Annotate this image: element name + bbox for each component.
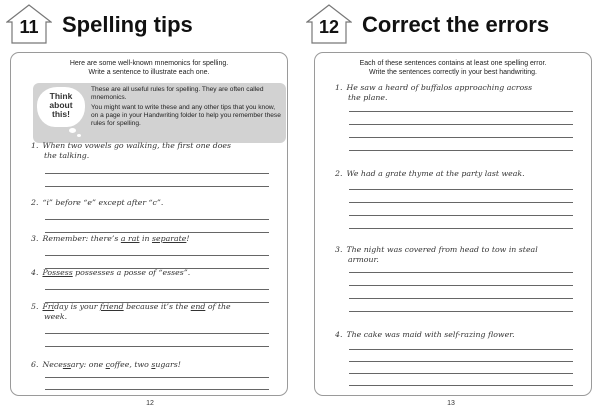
tip-text-continued: week. bbox=[44, 312, 68, 321]
right-page-number: 13 bbox=[447, 400, 455, 407]
tip-fragment: Remember: there’s bbox=[42, 234, 121, 243]
thought-bubble-icon bbox=[37, 87, 85, 127]
writing-line[interactable] bbox=[349, 373, 573, 374]
item-number: 4. bbox=[335, 330, 343, 339]
item-number: 3. bbox=[335, 245, 343, 254]
right-intro bbox=[315, 59, 591, 77]
right-page-title: Correct the errors bbox=[362, 12, 550, 37]
writing-line[interactable] bbox=[45, 333, 269, 334]
tip-line: “i” before “e” except after “c”. bbox=[42, 198, 164, 207]
right-intro-line: Each of these sentences contains at least one spelling error. bbox=[359, 60, 547, 67]
item-number: 1. bbox=[335, 83, 343, 92]
item-number: 1. bbox=[31, 141, 39, 150]
bubble-dot bbox=[77, 134, 81, 137]
think-paragraph: These are all useful rules for spelling. They are often called mnemonics. bbox=[91, 86, 264, 102]
left-page-number-badge: 11 bbox=[19, 17, 39, 37]
sentence-line: The cake was maid with self-razing flower. bbox=[346, 330, 515, 339]
tip-fragment: because it’s the bbox=[123, 302, 191, 311]
think-label-line: about bbox=[49, 100, 73, 110]
error-sentence bbox=[335, 169, 575, 179]
writing-line[interactable] bbox=[45, 219, 269, 220]
correct-errors-panel bbox=[314, 52, 592, 396]
sentence-line: The night was covered from head to tow in steal bbox=[346, 245, 538, 254]
writing-line[interactable] bbox=[349, 150, 573, 151]
writing-line[interactable] bbox=[45, 346, 269, 347]
tip-fragment: of the bbox=[205, 302, 231, 311]
right-intro-line: Write the sentences correctly in your best handwriting. bbox=[369, 69, 537, 76]
tip-text bbox=[31, 360, 271, 370]
writing-line[interactable] bbox=[349, 189, 573, 190]
item-number: 2. bbox=[335, 169, 343, 178]
left-intro bbox=[11, 59, 287, 77]
item-number: 2. bbox=[31, 198, 39, 207]
sentence-line: He saw a heard of buffalos approaching across bbox=[346, 83, 533, 92]
left-page-title: Spelling tips bbox=[62, 12, 193, 37]
writing-line[interactable] bbox=[45, 377, 269, 378]
left-intro-line: Here are some well-known mnemonics for spelling. bbox=[69, 60, 229, 67]
tip-underlined: end bbox=[190, 302, 206, 311]
writing-line[interactable] bbox=[349, 137, 573, 138]
writing-line[interactable] bbox=[349, 272, 573, 273]
tip-fragment: ary: one bbox=[70, 360, 106, 369]
tip-underlined: s bbox=[151, 360, 156, 369]
error-sentence bbox=[335, 330, 575, 340]
think-about-this-box bbox=[33, 83, 286, 143]
writing-line[interactable] bbox=[45, 232, 269, 233]
item-number: 3. bbox=[31, 234, 39, 243]
writing-line[interactable] bbox=[349, 111, 573, 112]
tip-text bbox=[31, 234, 271, 244]
writing-line[interactable] bbox=[349, 349, 573, 350]
item-number: 4. bbox=[31, 268, 39, 277]
writing-line[interactable] bbox=[45, 389, 269, 390]
bubble-dot bbox=[69, 128, 76, 133]
tip-underlined: friend bbox=[99, 302, 124, 311]
tip-underlined: ss bbox=[62, 360, 71, 369]
writing-line[interactable] bbox=[349, 228, 573, 229]
writing-line[interactable] bbox=[45, 255, 269, 256]
writing-line[interactable] bbox=[349, 215, 573, 216]
tip-fragment: in bbox=[139, 234, 152, 243]
sentence-line: We had a grate thyme at the party last weak. bbox=[346, 169, 525, 178]
item-number: 6. bbox=[31, 360, 39, 369]
spelling-tips-panel bbox=[10, 52, 288, 396]
writing-line[interactable] bbox=[45, 173, 269, 174]
writing-line[interactable] bbox=[45, 186, 269, 187]
writing-line[interactable] bbox=[349, 298, 573, 299]
think-box-text bbox=[91, 86, 281, 129]
tip-underlined: Fri bbox=[42, 302, 55, 311]
writing-line[interactable] bbox=[349, 361, 573, 362]
think-paragraph: You might want to write these and any other tips that you know, on a page in your Handwriting folder to help you remember these rules for spelling. bbox=[91, 103, 281, 128]
tip-underlined: separate bbox=[151, 234, 187, 243]
left-page-header bbox=[6, 0, 296, 44]
error-sentence-continued: the plane. bbox=[348, 93, 388, 102]
writing-line[interactable] bbox=[349, 311, 573, 312]
tip-fragment: possesses a posse of “esses”. bbox=[72, 268, 191, 277]
tip-fragment: offee, two bbox=[109, 360, 152, 369]
tip-fragment: Nece bbox=[42, 360, 63, 369]
tip-text bbox=[31, 302, 271, 312]
error-sentence-continued: armour. bbox=[348, 255, 379, 264]
tip-fragment: ! bbox=[186, 234, 190, 243]
writing-line[interactable] bbox=[349, 385, 573, 386]
error-sentence bbox=[335, 83, 575, 93]
writing-line[interactable] bbox=[349, 202, 573, 203]
writing-line[interactable] bbox=[349, 285, 573, 286]
tip-underlined: c bbox=[105, 360, 110, 369]
right-page-header bbox=[306, 0, 596, 44]
tip-fragment: day is your bbox=[54, 302, 100, 311]
tip-text bbox=[31, 141, 271, 151]
left-intro-line: Write a sentence to illustrate each one. bbox=[88, 69, 210, 76]
right-page-number-badge: 12 bbox=[318, 17, 340, 37]
think-bubble-label bbox=[37, 92, 85, 119]
error-sentence bbox=[335, 245, 575, 255]
item-number: 5. bbox=[31, 302, 39, 311]
tip-underlined: a rat bbox=[120, 234, 140, 243]
tip-text bbox=[31, 268, 271, 278]
tip-text-continued: the talking. bbox=[44, 151, 90, 160]
tip-text bbox=[31, 198, 271, 208]
think-label-line: this! bbox=[52, 109, 70, 119]
left-page-number: 12 bbox=[146, 400, 154, 407]
tip-line: When two vowels go walking, the first one does bbox=[42, 141, 232, 150]
tip-fragment: ugars! bbox=[155, 360, 181, 369]
writing-line[interactable] bbox=[349, 124, 573, 125]
think-label-line: Think bbox=[49, 91, 73, 101]
writing-line[interactable] bbox=[45, 289, 269, 290]
tip-underlined: Possess bbox=[42, 268, 73, 277]
